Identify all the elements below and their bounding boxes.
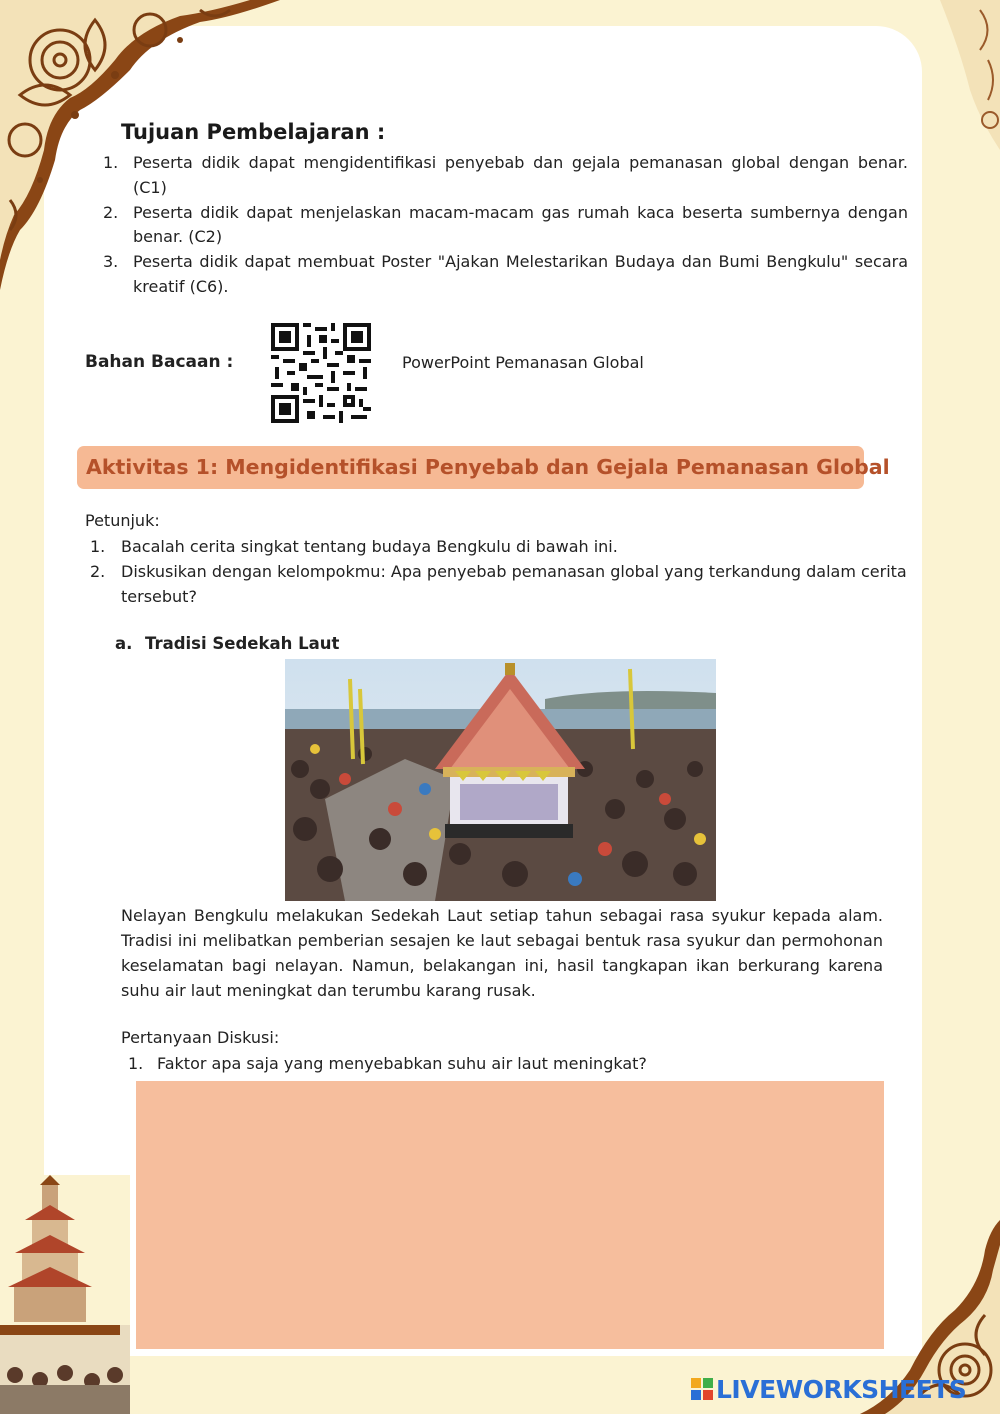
instructions-label: Petunjuk: [85,511,160,530]
batik-ornament-left-edge [0,300,44,1150]
answer-input[interactable] [136,1081,884,1349]
pagoda-tower-illustration [0,1175,130,1414]
qr-code-icon[interactable] [271,323,371,423]
batik-ornament-top-right [940,0,1000,150]
instruction-item: 1. Bacalah cerita singkat tentang budaya Bengkulu di bawah ini. [90,537,618,556]
sedekah-laut-photo [285,659,716,901]
reading-material-label: Bahan Bacaan : [85,352,234,372]
discussion-questions-list [121,1052,883,1076]
learning-objectives-title: Tujuan Pembelajaran : [121,120,386,144]
powerpoint-link[interactable]: PowerPoint Pemanasan Global [402,353,644,372]
question-item: 1. Faktor apa saja yang menyebabkan suhu air laut meningkat? [128,1054,647,1073]
instruction-item: 2. Diskusikan dengan kelompokmu: Apa penyebab pemanasan global yang terkandung dalam cerita tersebut? [90,562,907,606]
activity-title: Aktivitas 1: Mengidentifikasi Penyebab dan Gejala Pemanasan Global [86,455,890,479]
objective-item: 2. Peserta didik dapat menjelaskan macam-macam gas rumah kaca beserta sumbernya dengan benar. (C2) [103,202,908,246]
story-paragraph: Nelayan Bengkulu melakukan Sedekah Laut setiap tahun sebagai rasa syukur kepada alam. Tradisi ini melibatkan pemberian sesajen ke laut sebagai bentuk rasa syukur dan permohonan keselamatan bagi nelayan. Namun, belakangan ini, hasil tangkapan ikan berkurang karena suhu air laut meningkat dan terumbu karang rusak. [121,906,883,1000]
subsection-heading: a. Tradisi Sedekah Laut [115,634,340,653]
learning-objectives-list [100,151,908,300]
objective-item: 1. Peserta didik dapat mengidentifikasi penyebab dan gejala pemanasan global dengan benar. (C1) [103,153,908,197]
discussion-label: Pertanyaan Diskusi: [121,1028,280,1047]
liveworksheets-logo [691,1374,966,1404]
liveworksheets-logo-icon [691,1378,713,1400]
objective-item: 3. Peserta didik dapat membuat Poster "Ajakan Melestarikan Budaya dan Bumi Bengkulu" secara kreatif (C6). [103,252,908,296]
brand-name: LIVEWORKSHEETS [716,1374,967,1404]
activity-banner [77,446,890,489]
instructions-list [85,535,908,610]
